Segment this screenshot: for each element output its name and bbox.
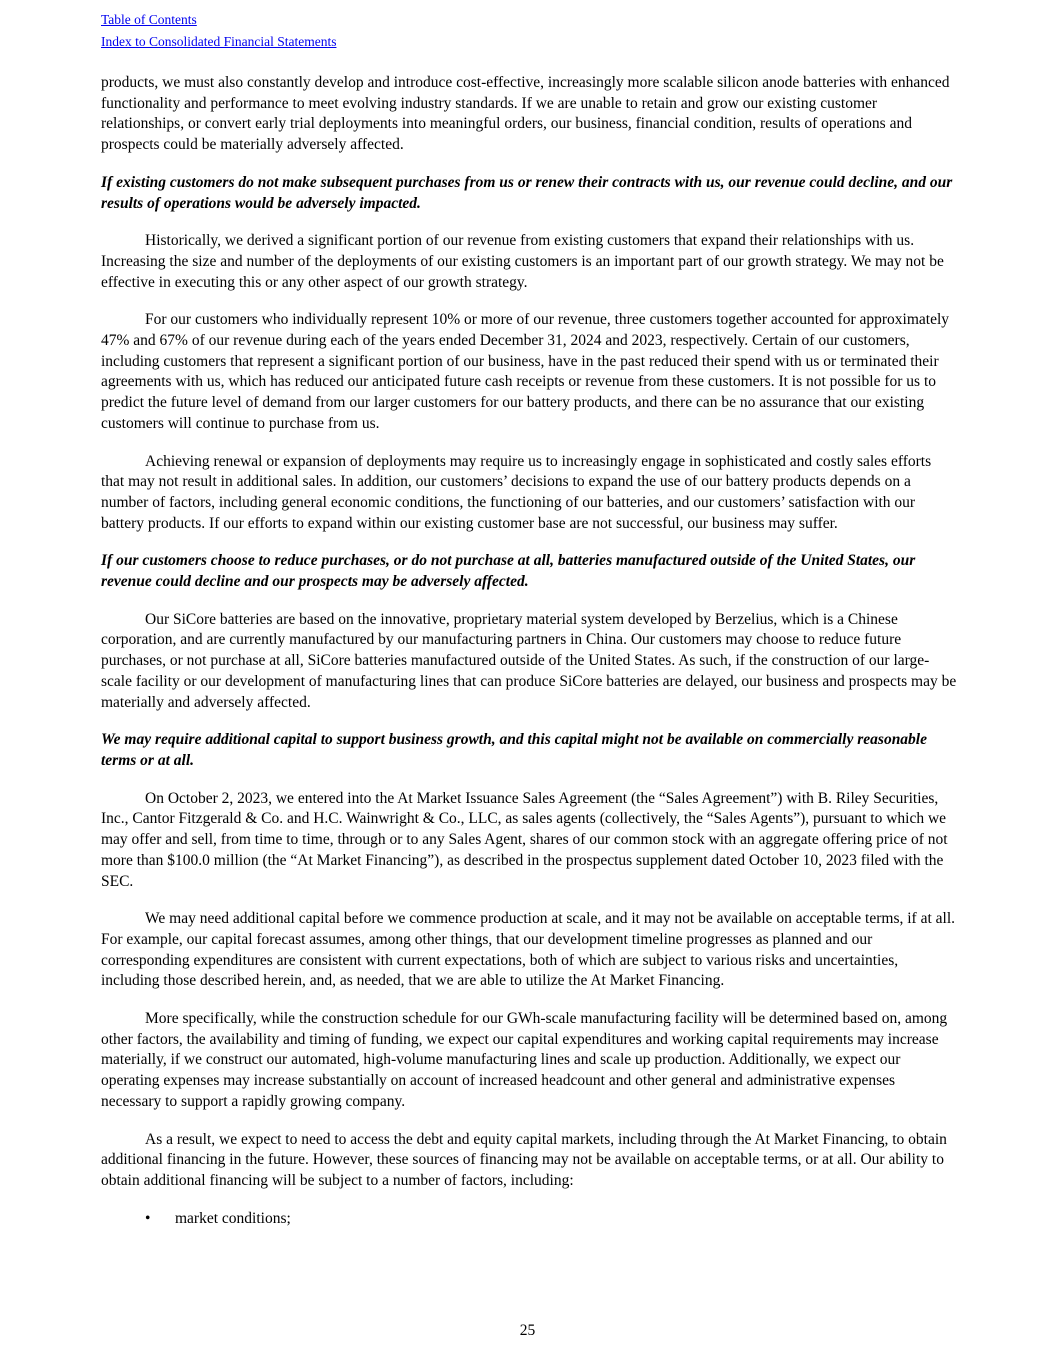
- bullet-item: [101, 1209, 957, 1230]
- paragraph: More specifically, while the construction schedule for our GWh-scale manufacturing facility will be determined based on, among other factors, the availability and timing of funding, we expect our capital expenditures and working capital requirements may increase materially, if we construct our automated, high-volume manufacturing lines and scale up production. Additionally, we expect our operating expenses may increase substantially on account of increased headcount and other general and administrative expenses necessary to support a rapidly growing company.: [101, 1010, 948, 1110]
- section-heading: If our customers choose to reduce purchases, or do not purchase at all, batteries manufactured outside of the United States, our revenue could decline and our prospects may be adversely affected.: [101, 552, 916, 591]
- paragraph: products, we must also constantly develop and introduce cost-effective, increasingly more scalable silicon anode batteries with enhanced functionality and performance to meet evolving industry standards. If we are unable to retain and grow our existing customer relationships, or convert early trial deployments into meaningful orders, our business, financial condition, results of operations and prospects could be materially adversely affected.: [101, 74, 950, 154]
- paragraph: Our SiCore batteries are based on the innovative, proprietary material system developed by Berzelius, which is a Chinese corporation, and are currently manufactured by our manufacturing partners in China. Our customers may choose to reduce future purchases, or not purchase at all, SiCore batteries manufactured outside of the United States. As such, if the construction of our large-scale facility or our development of manufacturing lines that can produce SiCore batteries are delayed, our business and prospects may be materially and adversely affected.: [101, 610, 957, 711]
- paragraph: Achieving renewal or expansion of deployments may require us to increasingly engage in sophisticated and costly sales efforts that may not result in additional sales. In addition, our customers’ decisions to expand the use of our battery products depends on a number of factors, including general economic conditions, the functioning of our batteries, and our customers’ satisfaction with our battery products. If our efforts to expand within our existing customer base are not successful, our business may suffer.: [101, 452, 932, 532]
- paragraph: Historically, we derived a significant portion of our revenue from existing customers that expand their relationships with us. Increasing the size and number of the deployments of our existing customers is an important part of our growth strategy. We may not be effective in executing this or any other aspect of our growth strategy.: [101, 232, 944, 291]
- section-heading: If existing customers do not make subsequent purchases from us or renew their contracts with us, our revenue could decline, and our results of operations would be adversely impacted.: [101, 173, 953, 212]
- bullet-text: market conditions;: [175, 1209, 291, 1227]
- page-number: 25: [519, 1322, 536, 1339]
- document-body: [101, 73, 957, 1229]
- document-nav: [101, 9, 336, 53]
- section-heading: We may require additional capital to support business growth, and this capital might not be available on commercially reasonable terms or at all.: [101, 731, 927, 769]
- paragraph: On October 2, 2023, we entered into the At Market Issuance Sales Agreement (the “Sales Agreement”) with B. Riley Securities, Inc., Cantor Fitzgerald & Co. and H.C. Wainwright & Co., LLC, as sales agents (collectively, the “Sales Agents”), pursuant to which we may offer and sell, from time to time, through or to any Sales Agent, shares of our common stock with an aggregate offering price of not more than $100.0 million (the “At Market Financing”), as described in the prospectus supplement dated October 10, 2023 filed with the SEC.: [101, 789, 948, 890]
- paragraph: For our customers who individually represent 10% or more of our revenue, three customers together accounted for approximately 47% and 67% of our revenue during each of the years ended December 31, 2024 and 2023, respectively. Certain of our customers, including customers that represent a significant portion of our business, have in the past reduced their spend with us or terminated their agreements with us, which has reduced our anticipated future cash receipts or revenue from these customers. It is not possible for us to predict the future level of demand from our larger customers for our battery products, and there can be no assurance that our existing customers will continue to purchase from us.: [101, 311, 950, 432]
- paragraph: As a result, we expect to need to access the debt and equity capital markets, including through the At Market Financing, to obtain additional financing in the future. However, these sources of financing may not be available on acceptable terms, or at all. Our ability to obtain additional financing will be subject to a number of factors, including:: [101, 1130, 947, 1189]
- financial-statements-index-link[interactable]: Index to Consolidated Financial Statements: [101, 34, 337, 49]
- bullet-marker: •: [145, 1209, 151, 1227]
- paragraph: We may need additional capital before we commence production at scale, and it may not be available on acceptable terms, if at all. For example, our capital forecast assumes, among other things, that our development timeline progresses as planned and our corresponding expenditures are consistent with current expectations, both of which are subject to various risks and uncertainties, including those described herein, and, as needed, that we are able to utilize the At Market Financing.: [101, 910, 956, 990]
- table-of-contents-link[interactable]: Table of Contents: [101, 12, 197, 27]
